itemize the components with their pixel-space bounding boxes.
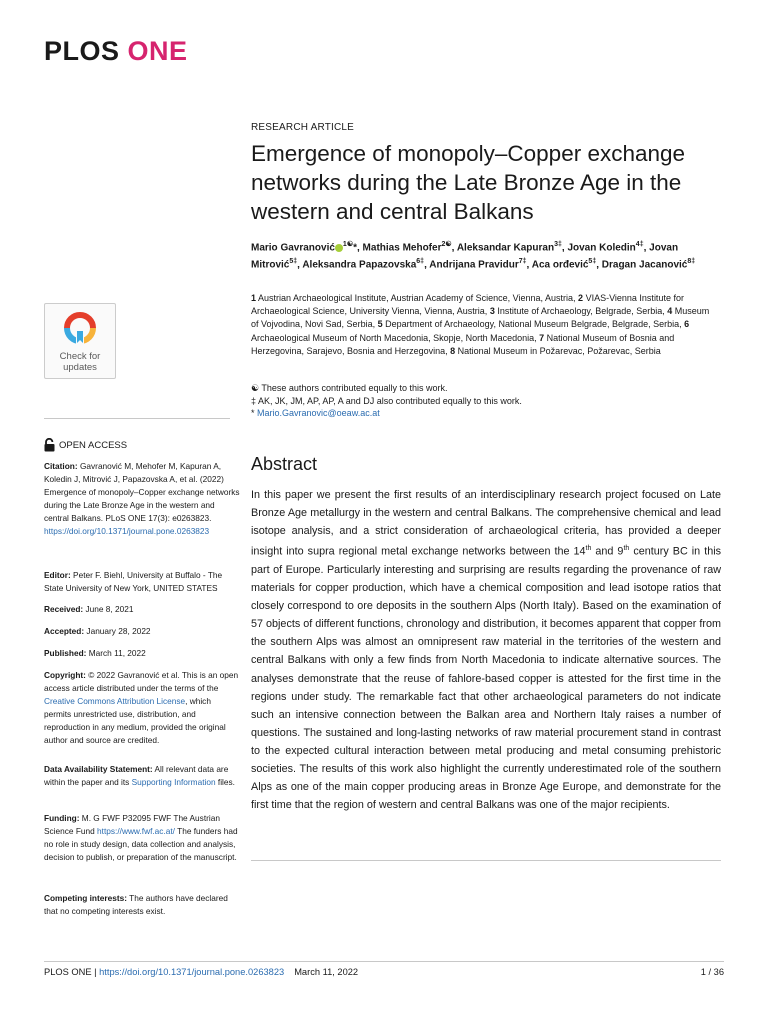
funding-label: Funding: xyxy=(44,813,80,823)
copyright-block xyxy=(44,669,240,746)
affil-text: Institute of Archaeology, Belgrade, Serbia, xyxy=(494,306,668,317)
author-affil-sup: 8‡ xyxy=(687,258,696,266)
copyright-text-cont: , which permits unrestricted use, distribution, and reproduction in any medium, provided the original author and source are credited. xyxy=(44,695,226,745)
affil-text: National Museum in Požarevac, Požarevac, Serbia xyxy=(455,345,661,356)
open-access-text: OPEN ACCESS xyxy=(59,439,128,451)
article-title: Emergence of monopoly–Copper exchange networks during the Late Bronze Age in the western and central Balkans xyxy=(251,141,686,224)
check-for-updates-badge[interactable] xyxy=(44,303,116,379)
author-name[interactable]: , Andrijana Pravidur xyxy=(424,259,519,271)
fwf-link[interactable]: https://www.fwf.ac.at/ xyxy=(97,825,175,836)
affil-number: 2 xyxy=(578,293,584,303)
corresponding-star: * xyxy=(353,242,357,254)
license-link[interactable]: Creative Commons Attribution License xyxy=(44,695,186,706)
abstract-sup1: th xyxy=(585,545,592,553)
published-label: Published: xyxy=(44,648,87,658)
abstract-part1: In this paper we present the first results of an interdisciplinary research project focused on Late Bronze Age metallurgy in the western and central Balkans. The comprehensive chemical and lead isotope analysis, and a strict consideration of archaeological criteria, has provided a deeper insight into supra regional metal exchange networks between the 14 xyxy=(251,489,721,558)
affil-text: Austrian Archaeological Institute, Austrian Academy of Science, Vienna, Austria, xyxy=(256,293,579,303)
author-affil-sup: 4‡ xyxy=(635,241,644,248)
data-availability-text-cont: files. xyxy=(215,776,235,787)
supporting-info-link[interactable]: Supporting Information xyxy=(131,776,216,787)
funding-text-cont: The funders had no role in study design, data collection and analysis, decision to publish, or preparation of the manuscript. xyxy=(44,825,238,862)
journal-name-plos: PLOS xyxy=(44,36,120,66)
author-name[interactable]: Mario Gavranović xyxy=(251,242,335,254)
crossmark-icon xyxy=(64,312,96,344)
journal-name-one: ONE xyxy=(127,36,188,66)
author-name[interactable]: , Aca orđević xyxy=(526,259,589,271)
abstract-sup2: th xyxy=(623,545,630,553)
footer-doi-link[interactable]: https://doi.org/10.1371/journal.pone.0263823 xyxy=(99,967,285,977)
abstract-divider xyxy=(251,860,721,861)
competing-interests-label: Competing interests: xyxy=(44,893,127,903)
published-block xyxy=(44,647,240,660)
corresponding-mark: * xyxy=(251,408,258,418)
affil-text: Department of Archaeology, National Museum Belgrade, Belgrade, Serbia, xyxy=(382,319,685,330)
accepted-label: Accepted: xyxy=(44,626,85,636)
corresponding-email-link[interactable]: Mario.Gavranovic@oeaw.ac.at xyxy=(257,408,380,418)
citation-text: Gavranović M, Mehofer M, Kapuran A, Koledin J, Mitrović J, Papazovska A, et al. (2022) Emergence of monopoly–Copper exchange networks during the Late Bronze Age in the western and central Balkans. PLoS ONE 17(3): e0263823. xyxy=(44,461,240,523)
author-name[interactable]: , Aleksandar Kapuran xyxy=(451,242,555,254)
accepted-block xyxy=(44,625,240,638)
editor-block xyxy=(44,569,240,595)
author-name[interactable]: , Jovan Mitrović xyxy=(251,242,679,271)
competing-interests-text: The authors have declared that no competing interests exist. xyxy=(44,893,228,916)
author-name[interactable]: , Mathias Mehofer xyxy=(357,242,442,254)
affil-number: 8 xyxy=(450,345,456,356)
affil-number: 5 xyxy=(377,319,383,330)
received-label: Received: xyxy=(44,604,84,614)
author-notes xyxy=(251,382,719,420)
journal-logo xyxy=(44,36,188,67)
author-affil-sup: 7‡ xyxy=(518,258,527,266)
data-availability-text: All relevant data are within the paper and its xyxy=(44,764,229,787)
data-availability-block xyxy=(44,763,240,789)
author-name[interactable]: , Jovan Koledin xyxy=(561,242,636,254)
affil-number: 1 xyxy=(251,293,257,303)
accepted-date: January 28, 2022 xyxy=(84,626,151,636)
affiliations xyxy=(251,292,719,358)
page-footer xyxy=(44,967,358,977)
author-affil-sup: 6‡ xyxy=(416,258,425,266)
abstract-part3: century BC in this part of Europe. Particularly interesting and surprising are results regarding the provenance of raw materials for copper production, which have a chemical composition and lead isotope ratios that closely correspond to ore deposits in the southern Alps (North Italy). Based on the examination of 57 objects of different functions, chronology and distribution, it becomes apparent that copper from the southern Alps was almost an omnipresent raw material in the territories of the western and central Balkans with only a few finds from North Macedonia to indicate alternative sources. The analyses demonstrate that the reuse of fahlore-based copper is attested for the first time in the regions under study. The remarkable fact that other archaeological parameters do not indicate such an intensive connection between the Balkan area and Northern Italy raises a number of questions. The sustained and long-lasting networks of raw material procurement stand in contrast to the expected cultural interaction between metal producing and metal consuming prehistoric societies. The results of this work also highlight the currently underestimated role of the southern Alps as one of the main copper producing areas in Bronze Age Europe, and demonstrate for the first time that the region of western and central Balkans was one of the major recipients. xyxy=(251,545,722,812)
affil-text: VIAS-Vienna Institute for Archaeological Science, University Vienna, Vienna, Austria, xyxy=(251,293,684,317)
author-affil-sup: 2☯ xyxy=(441,241,452,248)
author-affil-sup: 5‡ xyxy=(289,258,298,266)
open-lock-icon xyxy=(44,438,55,452)
author-list xyxy=(251,238,711,273)
also-contributed-note: ‡ AK, JK, JM, AP, AP, A and DJ also contributed equally to this work. xyxy=(251,395,522,406)
editor-text: Peter F. Biehl, University at Buffalo - The State University of New York, UNITED STATES xyxy=(44,570,223,593)
affil-text: Museum of Vojvodina, Novi Sad, Serbia, xyxy=(251,306,710,330)
received-date: June 8, 2021 xyxy=(83,604,134,614)
footer-journal: PLOS ONE | xyxy=(44,967,100,977)
abstract-part2: and 9 xyxy=(591,545,624,558)
open-access-label xyxy=(44,438,127,452)
funding-block xyxy=(44,812,240,864)
check-updates-line2: updates xyxy=(63,362,97,373)
author-name[interactable]: , Dragan Jacanović xyxy=(596,259,688,271)
orcid-icon[interactable] xyxy=(335,244,343,252)
abstract-heading: Abstract xyxy=(251,454,318,474)
affil-number: 4 xyxy=(667,306,673,317)
author-name[interactable]: , Aleksandra Papazovska xyxy=(297,259,417,271)
sidebar-divider xyxy=(44,418,230,419)
published-date: March 11, 2022 xyxy=(86,648,146,658)
page-number: 1 / 36 xyxy=(700,967,724,977)
funding-text: M. G FWF P32095 FWF The Austrian Science Fund xyxy=(44,813,220,836)
author-affil-sup: 3‡ xyxy=(554,241,562,248)
affil-text: Archaeological Museum of North Macedonia, Skopje, North Macedonia, xyxy=(251,332,540,343)
abstract-text xyxy=(251,486,721,814)
footer-divider xyxy=(44,961,724,962)
editor-label: Editor: xyxy=(44,570,71,580)
footer-date: March 11, 2022 xyxy=(294,967,359,977)
received-block xyxy=(44,603,240,616)
corresponding-note xyxy=(251,407,719,420)
affil-number: 3 xyxy=(489,306,495,317)
affil-number: 6 xyxy=(684,319,690,330)
competing-interests-block xyxy=(44,892,240,918)
citation-label: Citation: xyxy=(44,461,78,471)
check-updates-line1: Check for xyxy=(59,351,101,362)
copyright-text: © 2022 Gavranović et al. This is an open access article distributed under the terms of the xyxy=(44,670,239,693)
data-availability-label: Data Availability Statement: xyxy=(44,764,153,774)
article-type: RESEARCH ARTICLE xyxy=(251,122,355,133)
citation-doi-link[interactable]: https://doi.org/10.1371/journal.pone.0263823 xyxy=(44,525,210,536)
equal-contribution-note: ☯ These authors contributed equally to this work. xyxy=(251,383,448,393)
author-affil-sup: 1☯ xyxy=(342,241,354,248)
affil-text: National Museum of Bosnia and Herzegovina, Sarajevo, Bosnia and Herzegovina, xyxy=(251,332,675,356)
copyright-label: Copyright: xyxy=(44,670,86,680)
citation-block xyxy=(44,460,240,537)
author-affil-sup: 5‡ xyxy=(588,258,597,266)
affil-number: 7 xyxy=(539,332,545,343)
